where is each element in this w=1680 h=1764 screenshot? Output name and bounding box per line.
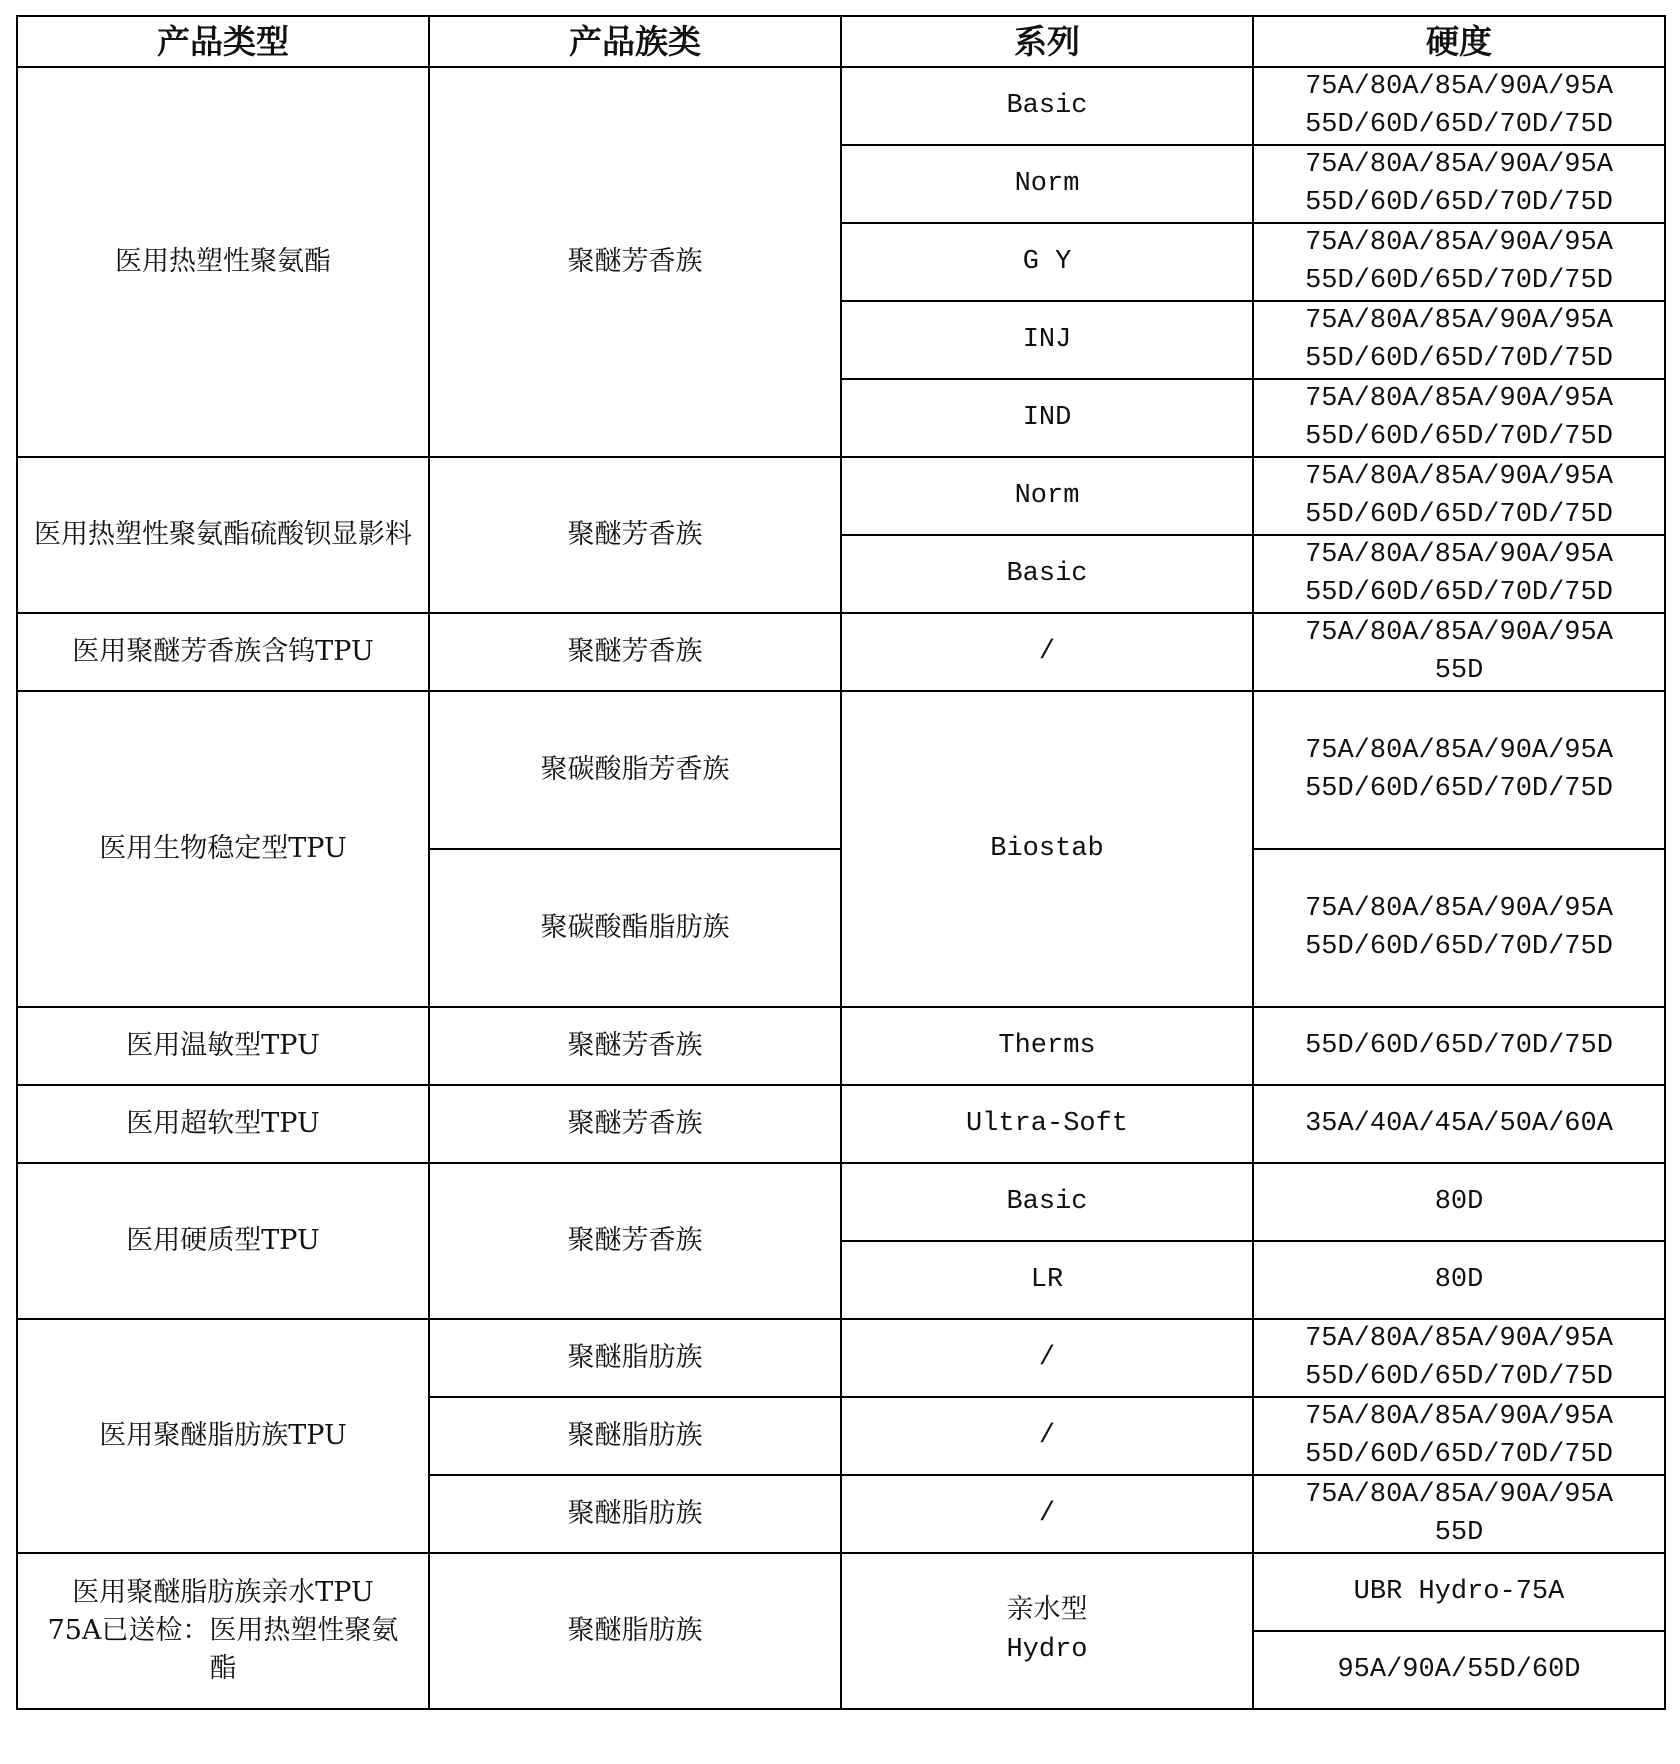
hardness-cell: UBR Hydro-75A: [1253, 1553, 1665, 1631]
hardness-cell: 75A/80A/85A/90A/95A 55D/60D/65D/70D/75D: [1253, 849, 1665, 1007]
table-row: [17, 67, 1665, 145]
product-type-cell: 医用热塑性聚氨酯: [17, 67, 429, 457]
product-family-cell: 聚醚脂肪族: [429, 1553, 841, 1709]
product-type-cell: 医用聚醚芳香族含钨TPU: [17, 613, 429, 691]
product-spec-table: [16, 15, 1666, 1710]
hardness-cell: 75A/80A/85A/90A/95A 55D/60D/65D/70D/75D: [1253, 457, 1665, 535]
product-family-cell: 聚醚脂肪族: [429, 1319, 841, 1397]
hardness-cell: 95A/90A/55D/60D: [1253, 1631, 1665, 1709]
hardness-cell: 75A/80A/85A/90A/95A 55D/60D/65D/70D/75D: [1253, 1319, 1665, 1397]
product-family-cell: 聚醚芳香族: [429, 1085, 841, 1163]
hardness-cell: 75A/80A/85A/90A/95A 55D/60D/65D/70D/75D: [1253, 223, 1665, 301]
header-hardness: 硬度: [1253, 16, 1665, 67]
series-cell: Basic: [841, 1163, 1253, 1241]
table-row: [17, 1163, 1665, 1241]
hardness-cell: 75A/80A/85A/90A/95A 55D/60D/65D/70D/75D: [1253, 691, 1665, 849]
header-series: 系列: [841, 16, 1253, 67]
hardness-cell: 75A/80A/85A/90A/95A 55D/60D/65D/70D/75D: [1253, 535, 1665, 613]
hardness-cell: 75A/80A/85A/90A/95A 55D/60D/65D/70D/75D: [1253, 301, 1665, 379]
product-type-cell: 医用超软型TPU: [17, 1085, 429, 1163]
series-cell: Biostab: [841, 691, 1253, 1007]
hardness-cell: 75A/80A/85A/90A/95A 55D/60D/65D/70D/75D: [1253, 67, 1665, 145]
series-cell: IND: [841, 379, 1253, 457]
product-family-cell: 聚醚芳香族: [429, 613, 841, 691]
table-row: [17, 1007, 1665, 1085]
product-type-cell: 医用温敏型TPU: [17, 1007, 429, 1085]
series-cell: /: [841, 613, 1253, 691]
hardness-cell: 80D: [1253, 1241, 1665, 1319]
series-cell: LR: [841, 1241, 1253, 1319]
table-row: [17, 691, 1665, 849]
series-cell: Basic: [841, 535, 1253, 613]
hardness-cell: 80D: [1253, 1163, 1665, 1241]
product-family-cell: 聚碳酸酯脂肪族: [429, 849, 841, 1007]
product-type-cell: 医用硬质型TPU: [17, 1163, 429, 1319]
series-cell: Ultra-Soft: [841, 1085, 1253, 1163]
series-cell: Therms: [841, 1007, 1253, 1085]
hardness-cell: 75A/80A/85A/90A/95A 55D: [1253, 1475, 1665, 1553]
product-family-cell: 聚碳酸脂芳香族: [429, 691, 841, 849]
table-row: [17, 1319, 1665, 1397]
series-cell: /: [841, 1397, 1253, 1475]
product-family-cell: 聚醚芳香族: [429, 1007, 841, 1085]
header-row: [17, 16, 1665, 67]
hardness-cell: 75A/80A/85A/90A/95A 55D/60D/65D/70D/75D: [1253, 145, 1665, 223]
header-product-type: 产品类型: [17, 16, 429, 67]
hardness-cell: 75A/80A/85A/90A/95A 55D/60D/65D/70D/75D: [1253, 379, 1665, 457]
series-cell: Norm: [841, 457, 1253, 535]
product-type-cell: 医用聚醚脂肪族亲水TPU 75A已送检：医用热塑性聚氨 酯: [17, 1553, 429, 1709]
table-row: [17, 1553, 1665, 1631]
series-cell: Norm: [841, 145, 1253, 223]
hardness-cell: 75A/80A/85A/90A/95A 55D: [1253, 613, 1665, 691]
product-type-cell: 医用聚醚脂肪族TPU: [17, 1319, 429, 1553]
product-family-cell: 聚醚脂肪族: [429, 1397, 841, 1475]
table-row: [17, 457, 1665, 535]
series-cell: /: [841, 1475, 1253, 1553]
product-type-cell: 医用生物稳定型TPU: [17, 691, 429, 1007]
series-cell: INJ: [841, 301, 1253, 379]
product-family-cell: 聚醚脂肪族: [429, 1475, 841, 1553]
series-cell: G Y: [841, 223, 1253, 301]
table-row: [17, 613, 1665, 691]
series-cell: 亲水型 Hydro: [841, 1553, 1253, 1709]
hardness-cell: 35A/40A/45A/50A/60A: [1253, 1085, 1665, 1163]
product-family-cell: 聚醚芳香族: [429, 457, 841, 613]
product-family-cell: 聚醚芳香族: [429, 67, 841, 457]
product-family-cell: 聚醚芳香族: [429, 1163, 841, 1319]
series-cell: /: [841, 1319, 1253, 1397]
series-cell: Basic: [841, 67, 1253, 145]
product-type-cell: 医用热塑性聚氨酯硫酸钡显影料: [17, 457, 429, 613]
hardness-cell: 75A/80A/85A/90A/95A 55D/60D/65D/70D/75D: [1253, 1397, 1665, 1475]
table-row: [17, 1085, 1665, 1163]
header-product-family: 产品族类: [429, 16, 841, 67]
hardness-cell: 55D/60D/65D/70D/75D: [1253, 1007, 1665, 1085]
